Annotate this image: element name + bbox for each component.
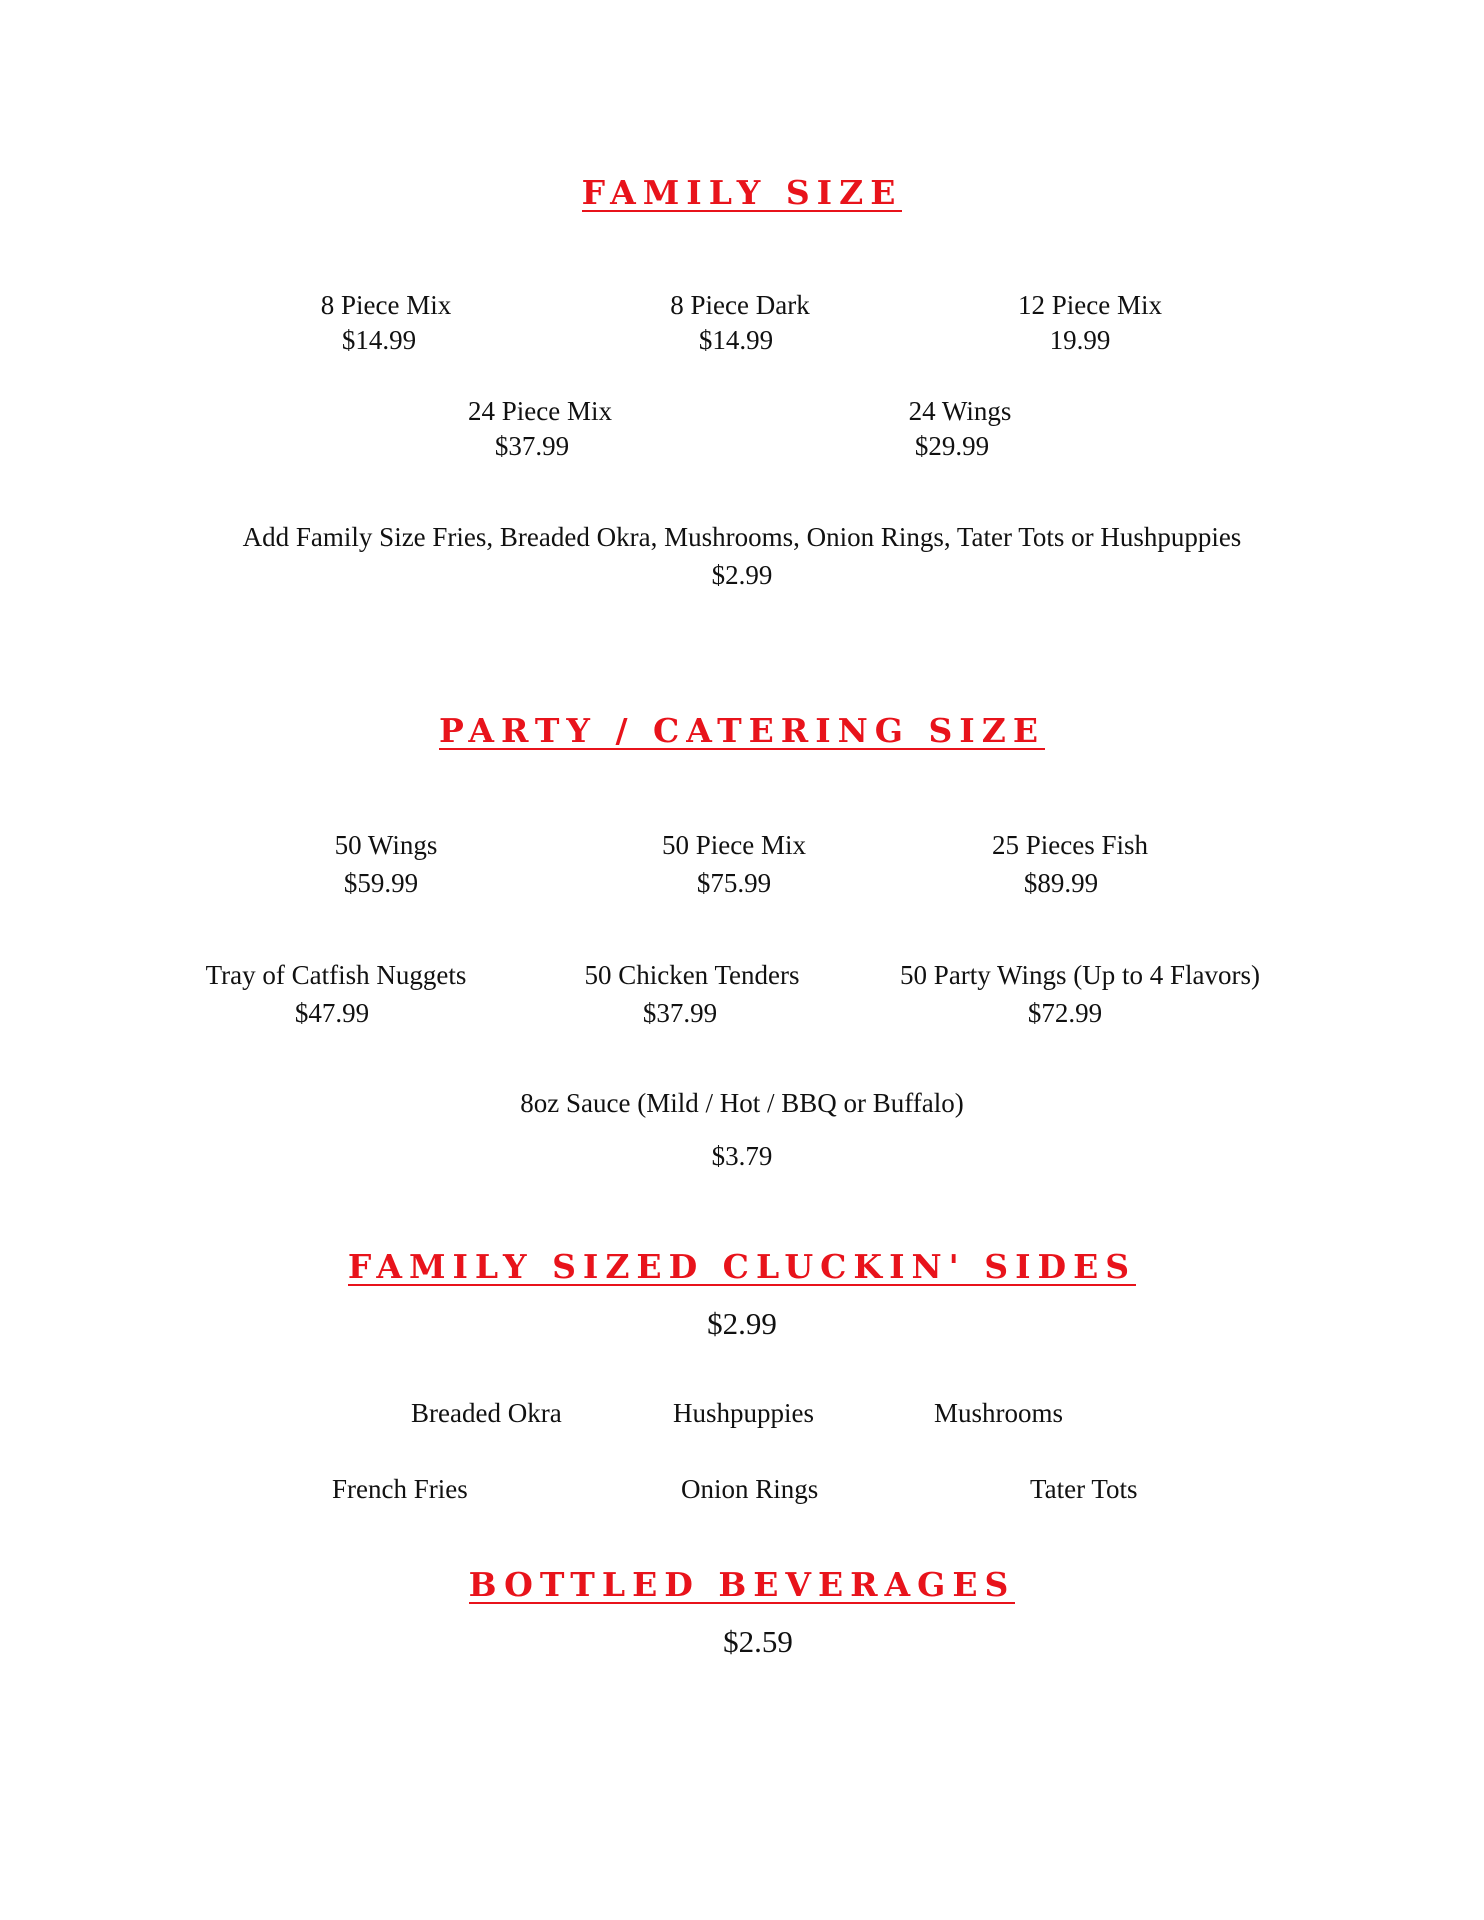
item-name: 25 Pieces Fish (991, 830, 1148, 860)
family-item-12-piece-mix (1010, 288, 1170, 358)
party-item-25-pieces-fish (960, 826, 1180, 902)
side-tater-tots: Tater Tots (1030, 1474, 1138, 1504)
family-size-heading: FAMILY SIZE (581, 173, 903, 212)
party-item-50-piece-mix (634, 826, 834, 902)
family-item-8-piece-dark (660, 288, 820, 358)
item-name: Tray of Catfish Nuggets (205, 960, 467, 990)
item-name: 24 Wings (908, 396, 1012, 426)
item-name: 50 Chicken Tenders (584, 960, 800, 990)
item-price: $37.99 (642, 998, 718, 1028)
party-sauce-text: 8oz Sauce (Mild / Hot / BBQ or Buffalo) (520, 1088, 964, 1118)
item-price: $75.99 (696, 868, 772, 898)
family-addon-price: $2.99 (711, 560, 773, 590)
item-name: 8 Piece Mix (320, 290, 452, 320)
party-item-50-party-wings (880, 956, 1280, 1032)
item-price: $47.99 (294, 998, 370, 1028)
party-item-50-chicken-tenders (560, 956, 824, 1032)
item-price: 19.99 (1049, 325, 1111, 355)
party-sauce-price: $3.79 (711, 1141, 773, 1171)
item-price: $14.99 (341, 325, 417, 355)
family-addon-text: Add Family Size Fries, Breaded Okra, Mushrooms, Onion Rings, Tater Tots or Hushpuppies (242, 522, 1242, 552)
party-item-catfish-nuggets (186, 956, 486, 1032)
beverages-price: $2.59 (723, 1624, 793, 1659)
side-hushpuppies: Hushpuppies (673, 1398, 814, 1428)
sides-price: $2.99 (707, 1306, 777, 1341)
family-item-24-piece-mix (460, 394, 620, 464)
beverages-heading: BOTTLED BEVERAGES (468, 1565, 1016, 1604)
item-name: 50 Party Wings (Up to 4 Flavors) (900, 960, 1260, 990)
item-name: 50 Wings (334, 830, 438, 860)
item-name: 50 Piece Mix (662, 830, 806, 860)
family-item-8-piece-mix (306, 288, 466, 358)
item-name: 12 Piece Mix (1018, 290, 1162, 320)
sides-heading: FAMILY SIZED CLUCKIN' SIDES (347, 1247, 1137, 1286)
side-onion-rings: Onion Rings (681, 1474, 819, 1504)
side-mushrooms: Mushrooms (934, 1398, 1064, 1428)
item-price: $14.99 (698, 325, 774, 355)
item-price: $89.99 (1023, 868, 1099, 898)
item-price: $37.99 (494, 431, 570, 461)
item-price: $29.99 (914, 431, 990, 461)
item-name: 24 Piece Mix (468, 396, 612, 426)
party-item-50-wings (306, 826, 466, 902)
item-name: 8 Piece Dark (670, 290, 810, 320)
item-price: $59.99 (343, 868, 419, 898)
item-price: $72.99 (1027, 998, 1103, 1028)
party-size-heading: PARTY / CATERING SIZE (439, 711, 1045, 750)
side-french-fries: French Fries (332, 1474, 468, 1504)
side-breaded-okra: Breaded Okra (411, 1398, 562, 1428)
family-item-24-wings (880, 394, 1040, 464)
